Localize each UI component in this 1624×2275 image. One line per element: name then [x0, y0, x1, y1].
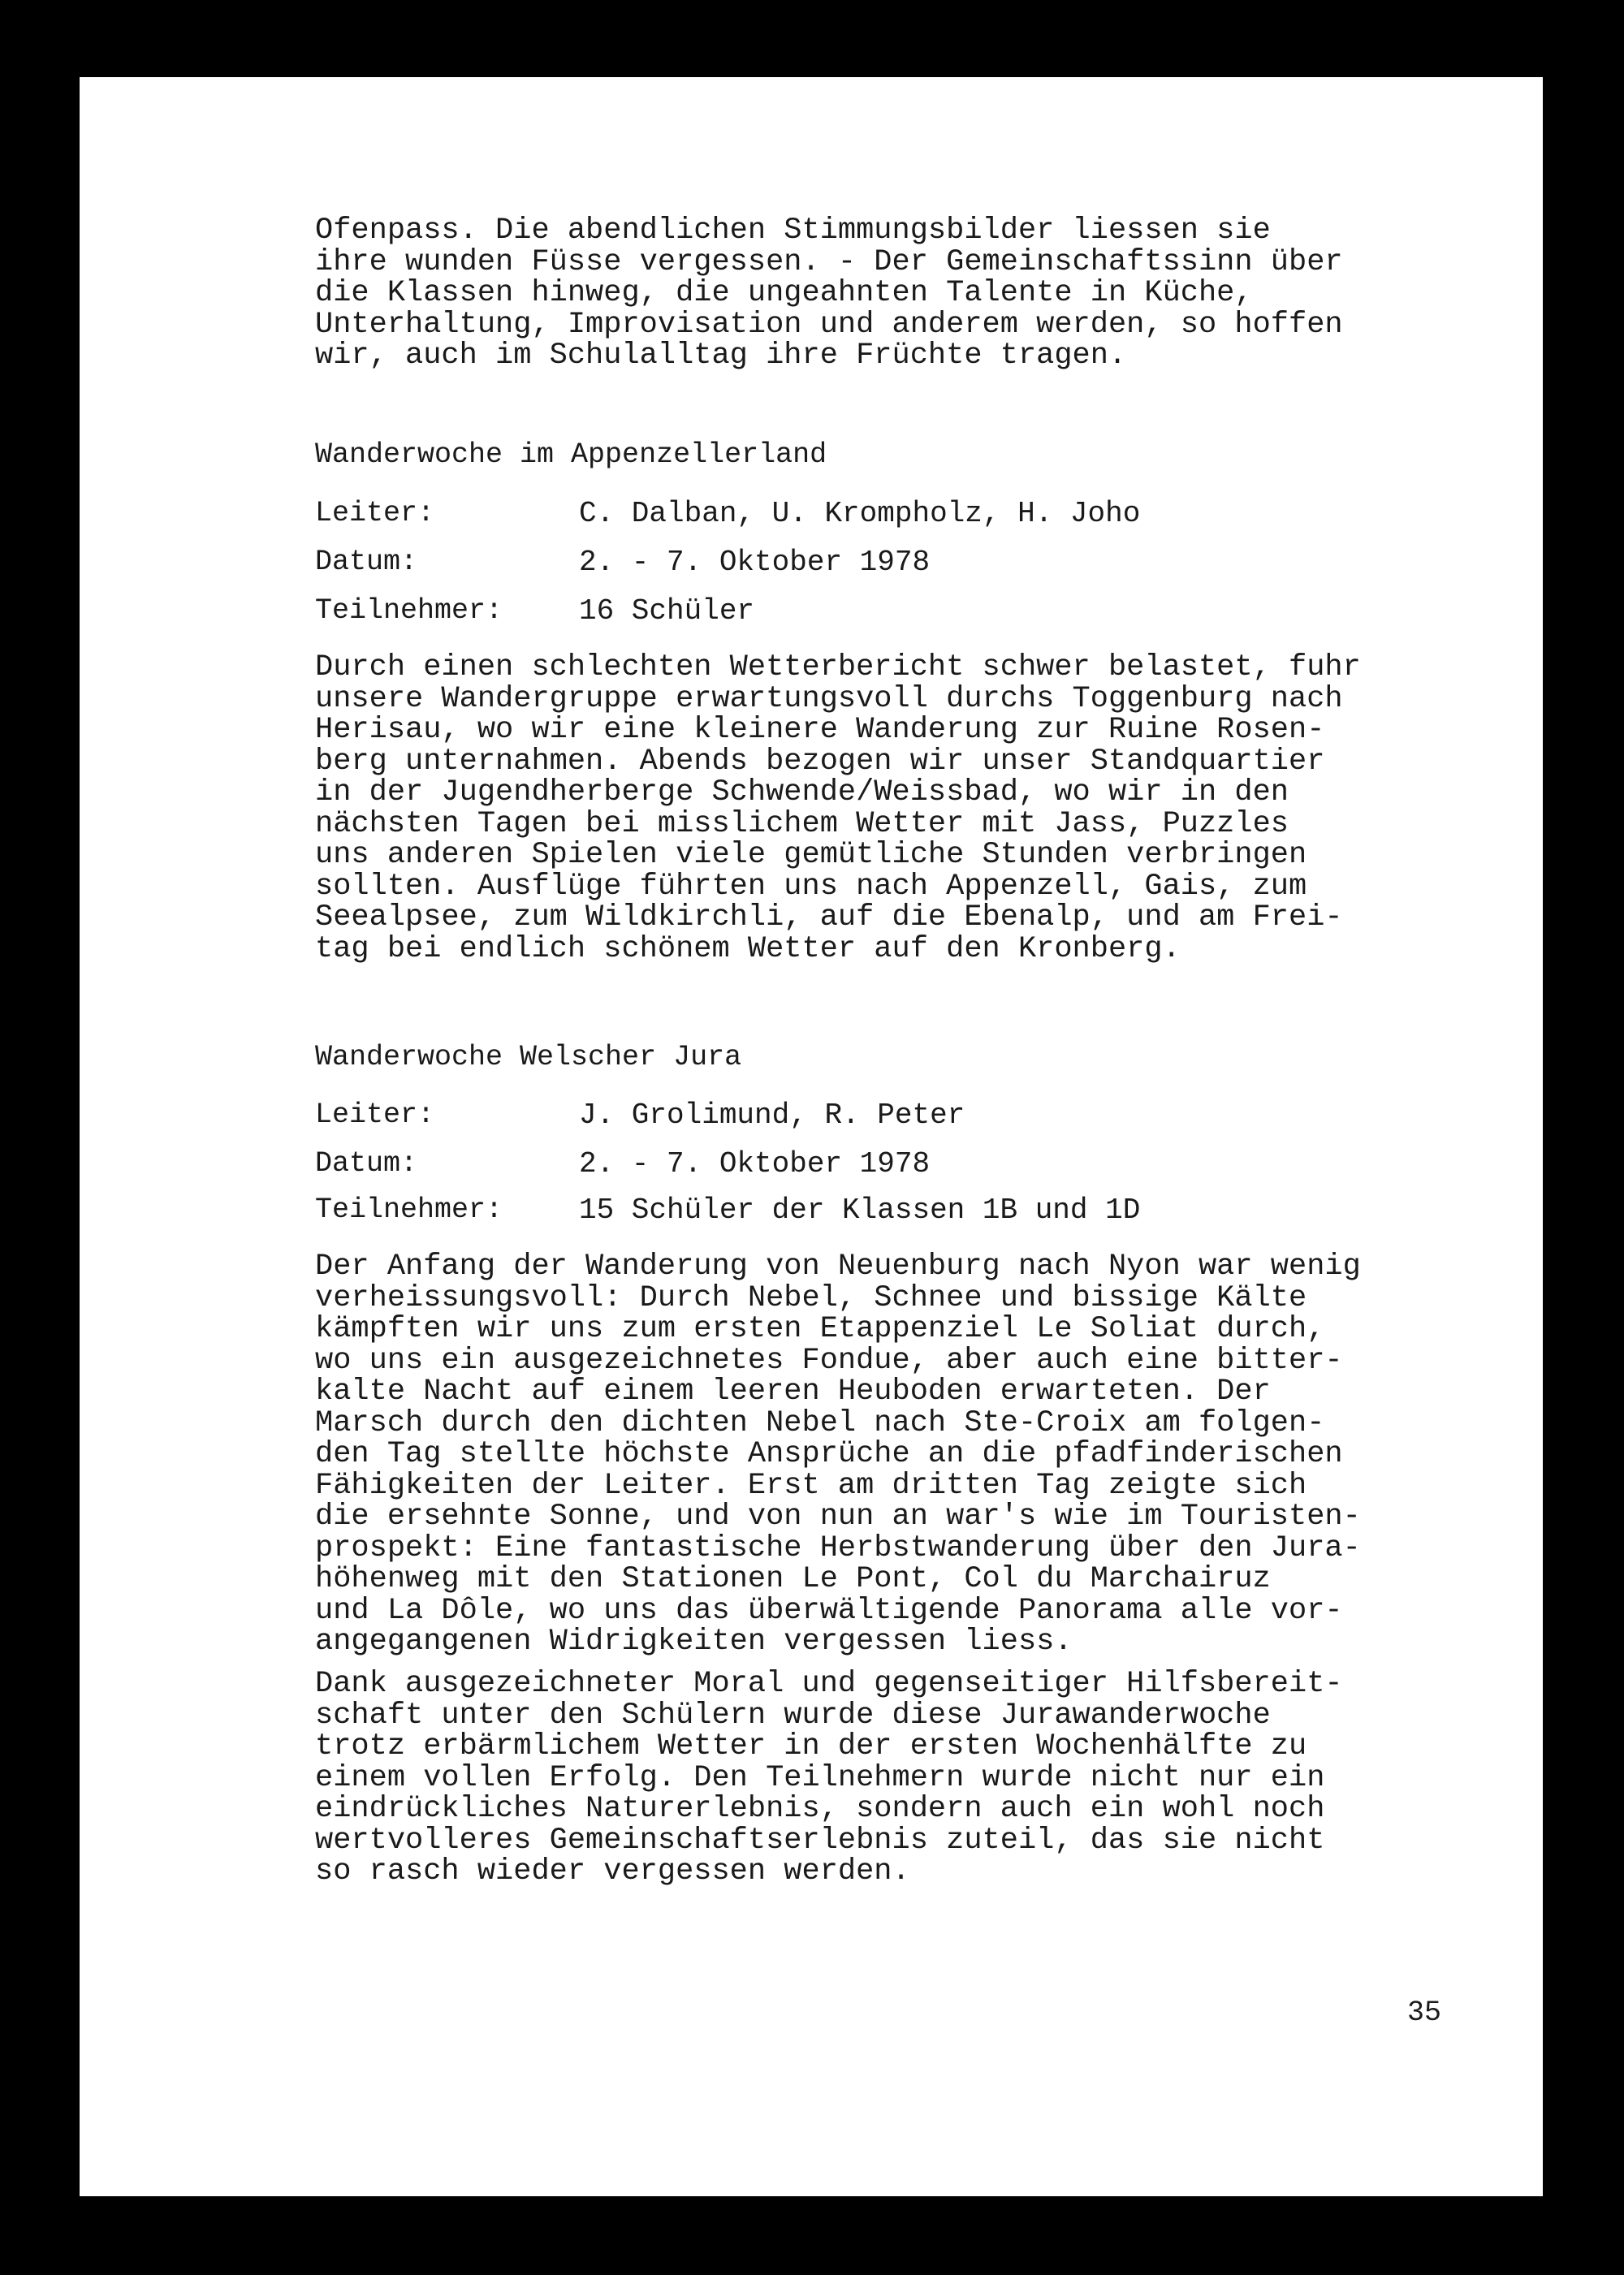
paragraph-line: kalte Nacht auf einem leeren Heuboden erwarteten. Der	[315, 1375, 1271, 1409]
paragraph-line: einem vollen Erfolg. Den Teilnehmern wurde nicht nur ein	[315, 1760, 1325, 1795]
section-jura-title: Wanderwoche Welscher Jura	[315, 1041, 742, 1073]
section-appenzell-title: Wanderwoche im Appenzellerland	[315, 438, 827, 471]
paragraph-line: in der Jugendherberge Schwende/Weissbad, wo wir in den	[315, 775, 1289, 809]
paragraph-line: ihre wunden Füsse vergessen. - Der Gemeinschaftssinn über	[315, 244, 1343, 279]
paragraph-line: wir, auch im Schulalltag ihre Früchte tragen.	[315, 339, 1127, 373]
intro-paragraph	[315, 215, 1468, 372]
datum-value: 2. - 7. Oktober 1978	[579, 1147, 931, 1181]
paragraph-line: Durch einen schlechten Wetterbericht schwer belastet, fuhr	[315, 650, 1361, 684]
paragraph-line: Marsch durch den dichten Nebel nach Ste-Croix am folgen-	[315, 1405, 1325, 1440]
paragraph-line: unsere Wandergruppe erwartungsvoll durchs Toggenburg nach	[315, 681, 1343, 716]
paragraph-line: Herisau, wo wir eine kleinere Wanderung zur Ruine Rosen-	[315, 713, 1325, 747]
leiter-label: Leiter:	[315, 1099, 435, 1131]
paragraph-line: uns anderen Spielen viele gemütliche Stunden verbringen	[315, 838, 1307, 872]
section-appenzell-body	[315, 652, 1468, 965]
section-jura-body-2	[315, 1668, 1468, 1888]
paragraph-line: schaft unter den Schülern wurde diese Jurawanderwoche	[315, 1698, 1271, 1733]
paragraph-line: höhenweg mit den Stationen Le Pont, Col du Marchairuz	[315, 1562, 1271, 1596]
paragraph-line: angegangenen Widrigkeiten vergessen liess.	[315, 1625, 1073, 1659]
paragraph-line: Seealpsee, zum Wildkirchli, auf die Ebenalp, und am Frei-	[315, 900, 1343, 935]
section-jura-teilnehmer-row	[315, 1194, 1371, 1234]
leiter-label: Leiter:	[315, 497, 435, 529]
paragraph-line: berg unternahmen. Abends bezogen wir unser Standquartier	[315, 744, 1325, 779]
section-appenzell-datum-row	[315, 546, 1371, 586]
paragraph-line: die ersehnte Sonne, und von nun an war's wie im Touristen-	[315, 1500, 1361, 1534]
document-page	[80, 77, 1543, 2196]
paragraph-line: Dank ausgezeichneter Moral und gegenseitiger Hilfsbereit-	[315, 1667, 1343, 1701]
paragraph-line: eindrückliches Naturerlebnis, sondern auch ein wohl noch	[315, 1792, 1325, 1826]
leiter-value: C. Dalban, U. Krompholz, H. Joho	[579, 497, 1141, 530]
paragraph-line: trotz erbärmlichem Wetter in der ersten Wochenhälfte zu	[315, 1729, 1307, 1763]
teilnehmer-label: Teilnehmer:	[315, 1194, 503, 1226]
paragraph-line: kämpften wir uns zum ersten Etappenziel Le Soliat durch,	[315, 1312, 1325, 1346]
paragraph-line: Fähigkeiten der Leiter. Erst am dritten Tag zeigte sich	[315, 1468, 1307, 1503]
datum-label: Datum:	[315, 1147, 418, 1180]
section-jura-body-1	[315, 1251, 1468, 1658]
paragraph-line: so rasch wieder vergessen werden.	[315, 1854, 910, 1889]
section-appenzell-leiter-row	[315, 497, 1371, 537]
paragraph-line: Unterhaltung, Improvisation und anderem werden, so hoffen	[315, 307, 1343, 342]
page-number: 35	[1407, 1997, 1442, 2029]
leiter-value: J. Grolimund, R. Peter	[579, 1099, 965, 1132]
paragraph-line: wertvolleres Gemeinschaftserlebnis zuteil, das sie nicht	[315, 1823, 1325, 1858]
teilnehmer-value: 16 Schüler	[579, 594, 755, 628]
paragraph-line: Ofenpass. Die abendlichen Stimmungsbilder liessen sie	[315, 214, 1271, 248]
paragraph-line: sollten. Ausflüge führten uns nach Appenzell, Gais, zum	[315, 869, 1307, 904]
paragraph-line: den Tag stellte höchste Ansprüche an die pfadfinderischen	[315, 1437, 1343, 1471]
paragraph-line: tag bei endlich schönem Wetter auf den Kronberg.	[315, 931, 1181, 966]
section-jura-leiter-row	[315, 1099, 1371, 1139]
teilnehmer-label: Teilnehmer:	[315, 594, 503, 627]
paragraph-line: verheissungsvoll: Durch Nebel, Schnee und bissige Kälte	[315, 1280, 1307, 1315]
paragraph-line: nächsten Tagen bei misslichem Wetter mit Jass, Puzzles	[315, 806, 1289, 841]
section-appenzell-teilnehmer-row	[315, 594, 1371, 635]
paragraph-line: wo uns ein ausgezeichnetes Fondue, aber auch eine bitter-	[315, 1343, 1343, 1378]
datum-label: Datum:	[315, 546, 418, 578]
teilnehmer-value: 15 Schüler der Klassen 1B und 1D	[579, 1194, 1141, 1227]
section-jura-datum-row	[315, 1147, 1371, 1188]
paragraph-line: die Klassen hinweg, die ungeahnten Talente in Küche,	[315, 276, 1253, 310]
paragraph-line: prospekt: Eine fantastische Herbstwanderung über den Jura-	[315, 1530, 1361, 1565]
datum-value: 2. - 7. Oktober 1978	[579, 546, 931, 579]
paragraph-line: Der Anfang der Wanderung von Neuenburg nach Nyon war wenig	[315, 1250, 1361, 1284]
paragraph-line: und La Dôle, wo uns das überwältigende Panorama alle vor-	[315, 1593, 1343, 1628]
